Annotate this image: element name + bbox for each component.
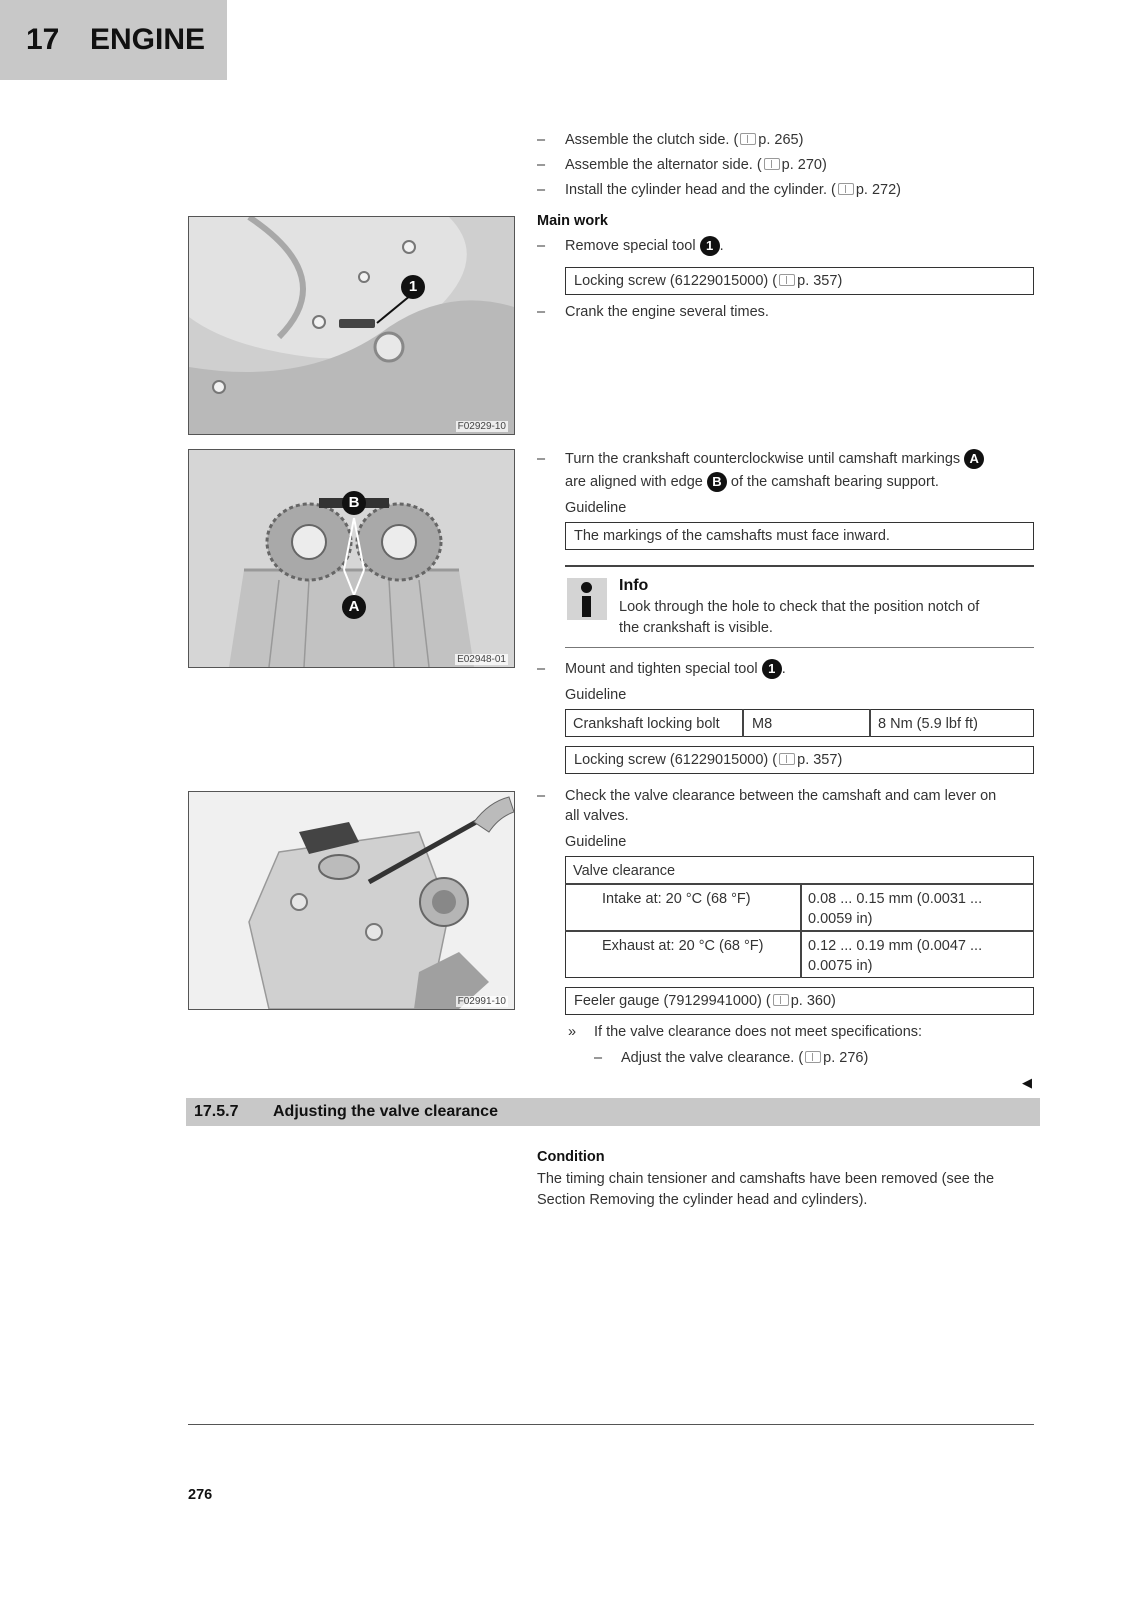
step-turn-crankshaft-line2: are aligned with edge B of the camshaft bearing support. [565,472,939,492]
figure-marker-1: 1 [401,275,425,299]
marker-1: 1 [762,659,782,679]
figure-camshafts [188,449,515,668]
step-check-clearance-line2: all valves. [565,808,629,824]
book-ref-icon [773,994,789,1006]
page-number: 276 [188,1487,213,1503]
bullet-dash: – [537,238,546,254]
bullet-dash: – [537,132,546,148]
guideline-label: Guideline [565,687,627,703]
page-ref-link[interactable]: p. 357) [797,273,843,289]
step-mount-tool: Mount and tighten special tool 1 . [565,659,786,679]
chapter-number: 17 [26,23,60,56]
info-title: Info [619,577,649,594]
section-title: Adjusting the valve clearance [273,1103,498,1120]
section-number: 17.5.7 [194,1103,239,1120]
camshaft-markings-box: The markings of the camshafts must face inward. [565,522,1034,550]
bolt-size-cell: M8 [752,716,773,732]
step-turn-crankshaft-line1: Turn the crankshaft counterclockwise until camshaft markings A [565,449,984,469]
info-icon [567,578,607,620]
page-ref-link[interactable]: p. 272) [855,182,901,198]
valve-table-header: Valve clearance [573,863,676,879]
step-crank-engine: Crank the engine several times. [565,304,769,320]
feeler-gauge-box: Feeler gauge (79129941000) ( p. 360) [565,987,1034,1015]
figure-code: E02948-01 [457,654,506,665]
step-adjust-clearance: Adjust the valve clearance. ( p. 276) [621,1050,869,1066]
bolt-name-cell: Crankshaft locking bolt [573,716,720,732]
info-top-rule [565,565,1034,567]
exhaust-label: Exhaust at: 20 °C (68 °F) [602,938,764,954]
step-install-cylinder: Install the cylinder head and the cylinder. ( p. 272) [565,182,901,198]
end-of-section-icon: ◀ [1022,1075,1032,1090]
engine-side-illustration [189,217,514,434]
step-assemble-clutch: Assemble the clutch side. ( p. 265) [565,132,804,148]
camshaft-illustration [189,450,514,667]
figure-marker-a: A [342,595,366,619]
marker-b: B [707,472,727,492]
page-ref-link[interactable]: p. 270) [781,157,827,173]
book-ref-icon [764,158,780,170]
footer-rule [188,1424,1034,1425]
condition-heading: Condition [537,1149,605,1165]
info-text-line2: the crankshaft is visible. [619,620,773,636]
bullet-dash: – [537,788,546,804]
figure-engine-side [188,216,515,435]
section-heading-bar [186,1098,1040,1126]
step-remove-tool: Remove special tool 1 . [565,236,724,256]
condition-text-line1: The timing chain tensioner and camshafts have been removed (see the [537,1171,995,1187]
figure-code: F02991-10 [457,996,506,1007]
bolt-torque-cell: 8 Nm (5.9 lbf ft) [878,716,978,732]
exhaust-value-line2: 0.0075 in) [808,958,873,974]
book-ref-icon [805,1051,821,1063]
book-ref-icon [838,183,854,195]
info-text-line1: Look through the hole to check that the position notch of [619,599,980,615]
condition-text-line2: Section Removing the cylinder head and cylinders). [537,1192,868,1208]
bullet-dash: – [594,1050,603,1066]
locking-screw-box: Locking screw (61229015000) ( p. 357) [565,746,1034,774]
marker-1: 1 [700,236,720,256]
intake-label: Intake at: 20 °C (68 °F) [602,891,751,907]
book-ref-icon [779,753,795,765]
locking-screw-box: Locking screw (61229015000) ( p. 357) [565,267,1034,295]
valve-check-illustration [189,792,514,1009]
bullet-dash: – [537,451,546,467]
step-check-clearance-line1: Check the valve clearance between the camshaft and cam lever on [565,788,997,804]
condition-marker: » [568,1024,577,1040]
chapter-title: ENGINE [90,23,206,56]
figure-code: F02929-10 [457,421,506,432]
page-ref-link[interactable]: p. 276) [823,1050,869,1066]
info-bottom-rule [565,647,1034,648]
bullet-dash: – [537,304,546,320]
page-ref-link[interactable]: p. 357) [797,752,843,768]
book-ref-icon [740,133,756,145]
page-ref-link[interactable]: p. 265) [758,132,804,148]
bullet-dash: – [537,661,546,677]
bullet-dash: – [537,157,546,173]
figure-marker-b: B [342,491,366,515]
book-ref-icon [779,274,795,286]
chapter-tab [0,0,227,80]
exhaust-value-line1: 0.12 ... 0.19 mm (0.0047 ... [808,938,983,954]
guideline-label: Guideline [565,834,627,850]
intake-value-line2: 0.0059 in) [808,911,873,927]
marker-a: A [964,449,984,469]
main-work-heading: Main work [537,213,608,229]
intake-value-line1: 0.08 ... 0.15 mm (0.0031 ... [808,891,983,907]
figure-valve-check [188,791,515,1010]
condition-if-text: If the valve clearance does not meet specifications: [594,1024,923,1040]
bullet-dash: – [537,182,546,198]
page-ref-link[interactable]: p. 360) [790,993,836,1009]
guideline-label: Guideline [565,500,627,516]
step-assemble-alternator: Assemble the alternator side. ( p. 270) [565,157,827,173]
